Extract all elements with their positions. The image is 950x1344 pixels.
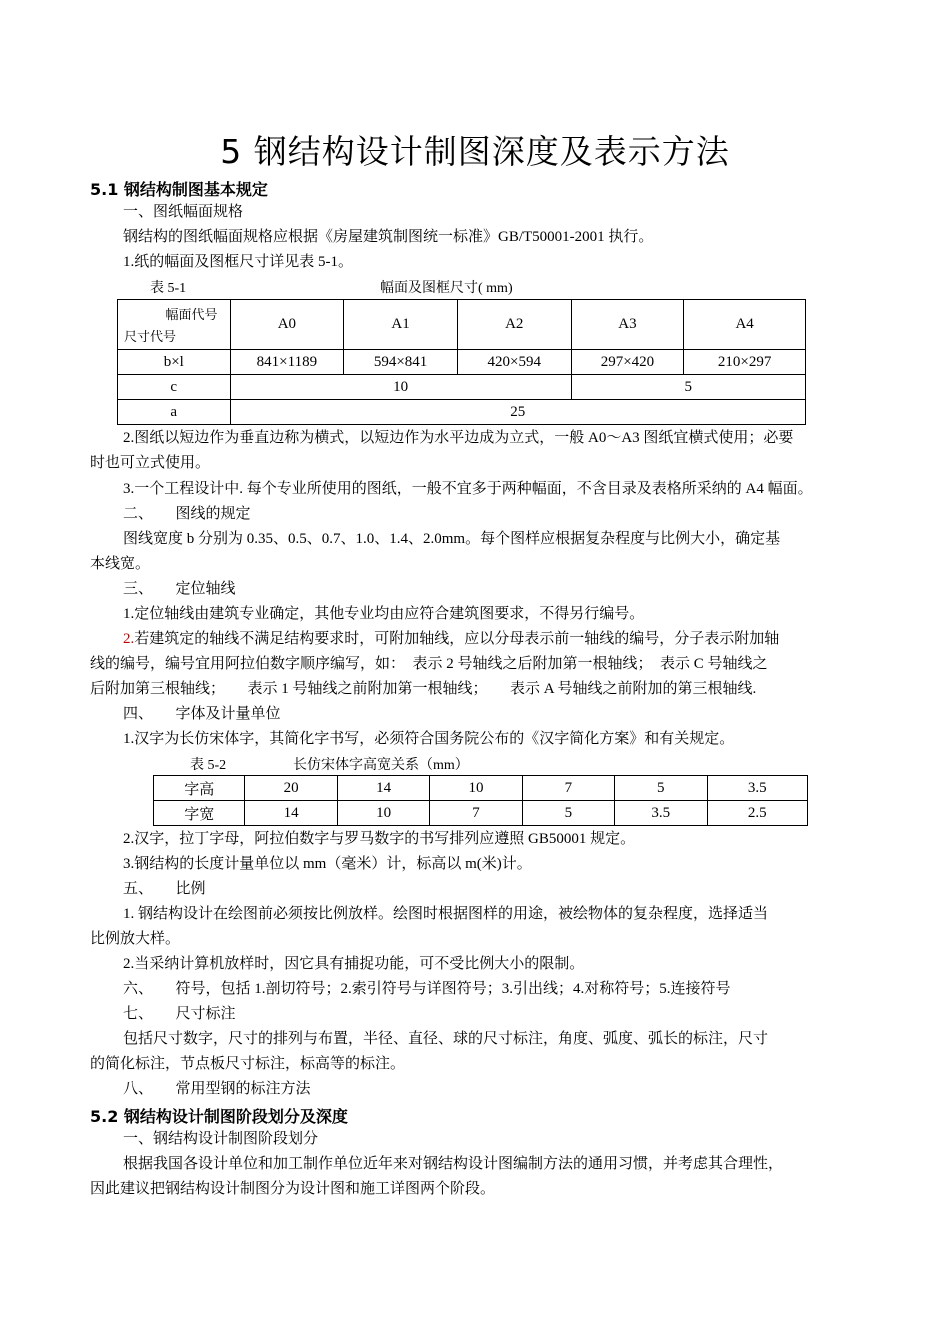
table-header-cell: A4: [684, 300, 806, 350]
paragraph: 线的编号，编号宜用阿拉伯数字顺序编写，如： 表示 2 号轴线之后附加第一根轴线； 表示 C 号轴线之: [90, 656, 768, 672]
section-5-1-heading: 5.1 钢结构制图基本规定: [90, 180, 268, 199]
paragraph: 二、 图线的规定: [123, 506, 251, 522]
paragraph: 的简化标注，节点板尺寸标注，标高等的标注。: [90, 1056, 406, 1072]
paper-size-table: [117, 299, 806, 425]
paragraph: 时也可立式使用。: [90, 455, 211, 471]
table-row: [118, 350, 806, 375]
table-row: [118, 400, 806, 425]
table-row: [118, 300, 806, 350]
table-cell: 3.5: [707, 776, 807, 801]
table-header-cell: A2: [457, 300, 571, 350]
paragraph: 包括尺寸数字，尺寸的排列与布置，半径、直径、球的尺寸标注，角度、弧度、弧长的标注，尺寸: [123, 1031, 769, 1047]
paragraph: 六、 符号，包括 1.剖切符号；2.索引符号与详图符号；3.引出线；4.对称符号；5.连接符号: [123, 981, 731, 997]
table-5-1-caption: 幅面及图框尺寸( mm): [380, 281, 513, 296]
paragraph: 四、 字体及计量单位: [123, 706, 281, 722]
table-row-label: a: [118, 400, 231, 425]
table-header-cell: A1: [344, 300, 458, 350]
table-cell: 10: [430, 776, 522, 801]
paragraph: 五、 比例: [123, 881, 206, 897]
table-row: [154, 776, 808, 801]
paragraph: 1. 钢结构设计在绘图前必须按比例放样。绘图时根据图样的用途，被绘物体的复杂程度，选择适当: [123, 906, 769, 922]
paragraph: 1.纸的幅面及图框尺寸详见表 5-1。: [123, 254, 353, 270]
paragraph: 钢结构的图纸幅面规格应根据《房屋建筑制图统一标准》GB/T50001-2001 执行。: [123, 229, 654, 245]
paragraph: [123, 629, 779, 649]
paragraph: 比例放大样。: [90, 931, 181, 947]
table-cell: 5: [522, 801, 614, 826]
table-cell: 297×420: [571, 350, 684, 375]
paragraph: 八、 常用型钢的标注方法: [123, 1081, 311, 1097]
paragraph: 3.一个工程设计中. 每个专业所使用的图纸，一般不宜多于两种幅面，不含目录及表格所采纳的 A4 幅面。: [123, 481, 813, 497]
paragraph: 2.汉字，拉丁字母，阿拉伯数字与罗马数字的书写排列应遵照 GB50001 规定。: [123, 831, 636, 847]
corner-top-label: 幅面代号: [165, 307, 218, 322]
table-header-cell: A3: [571, 300, 684, 350]
table-row-label: b×l: [118, 350, 231, 375]
table-cell: 420×594: [457, 350, 571, 375]
paragraph: 七、 尺寸标注: [123, 1006, 236, 1022]
table-cell: 2.5: [707, 801, 807, 826]
font-size-table: [153, 775, 808, 826]
paragraph: 一、图纸幅面规格: [123, 204, 244, 220]
paragraph: 图线宽度 b 分别为 0.35、0.5、0.7、1.0、1.4、2.0mm。每个图样应根据复杂程度与比例大小，确定基: [123, 531, 781, 547]
table-cell: 14: [337, 776, 429, 801]
table-row-label: c: [118, 375, 231, 400]
table-5-2-label: 表 5-2: [190, 758, 227, 773]
table-row-label: 字宽: [154, 801, 245, 826]
paragraph: 本线宽。: [90, 556, 151, 572]
table-cell: 5: [615, 776, 707, 801]
table-row-label: 字高: [154, 776, 245, 801]
table-cell: 210×297: [684, 350, 806, 375]
paragraph: 3.钢结构的长度计量单位以 mm（毫米）计，标高以 m(米)计。: [123, 856, 532, 872]
table-cell: 10: [337, 801, 429, 826]
table-cell: 5: [571, 375, 805, 400]
table-cell: 594×841: [344, 350, 458, 375]
table-header-cell: A0: [230, 300, 344, 350]
paragraph: 三、 定位轴线: [123, 581, 236, 597]
paragraph: 根据我国各设计单位和加工制作单位近年来对钢结构设计图编制方法的通用习惯，并考虑其合理性，: [123, 1156, 784, 1172]
page-title: 5 钢结构设计制图深度及表示方法: [220, 132, 730, 171]
paragraph: 2.当采纳计算机放样时，因它具有捕捉功能，可不受比例大小的限制。: [123, 956, 585, 972]
table-cell: 7: [430, 801, 522, 826]
table-cell: 7: [522, 776, 614, 801]
section-5-2-heading: 5.2 钢结构设计制图阶段划分及深度: [90, 1107, 348, 1126]
table-5-2-caption: 长仿宋体字高宽关系（mm）: [293, 758, 469, 773]
table-cell: 841×1189: [230, 350, 344, 375]
table-5-1-label: 表 5-1: [150, 281, 187, 296]
table-row: [118, 375, 806, 400]
corner-bottom-label: 尺寸代号: [124, 329, 177, 344]
table-cell: 3.5: [615, 801, 707, 826]
table-cell: 10: [230, 375, 571, 400]
table-cell: 14: [245, 801, 337, 826]
paragraph: 后附加第三根轴线； 表示 1 号轴线之前附加第一根轴线； 表示 A 号轴线之前附加的第三根轴线.: [90, 681, 757, 697]
table-cell: 20: [245, 776, 337, 801]
item-number: 2.: [123, 631, 135, 647]
table-row: [154, 801, 808, 826]
paragraph: 2.图纸以短边作为垂直边称为横式，以短边作为水平边成为立式，一般 A0～A3 图纸宜横式使用；必要: [123, 430, 794, 446]
paragraph: 因此建议把钢结构设计制图分为设计图和施工详图两个阶段。: [90, 1181, 496, 1197]
table-cell: 25: [230, 400, 805, 425]
paragraph: 1.定位轴线由建筑专业确定，其他专业均由应符合建筑图要求，不得另行编号。: [123, 606, 645, 622]
paragraph: 一、钢结构设计制图阶段划分: [123, 1131, 319, 1147]
paragraph-text: 若建筑定的轴线不满足结构要求时，可附加轴线，应以分母表示前一轴线的编号，分子表示附加轴: [134, 631, 780, 647]
paragraph: 1.汉字为长仿宋体字，其简化字书写，必须符合国务院公布的《汉字简化方案》和有关规定。: [123, 731, 735, 747]
corner-header-cell: [118, 300, 231, 350]
